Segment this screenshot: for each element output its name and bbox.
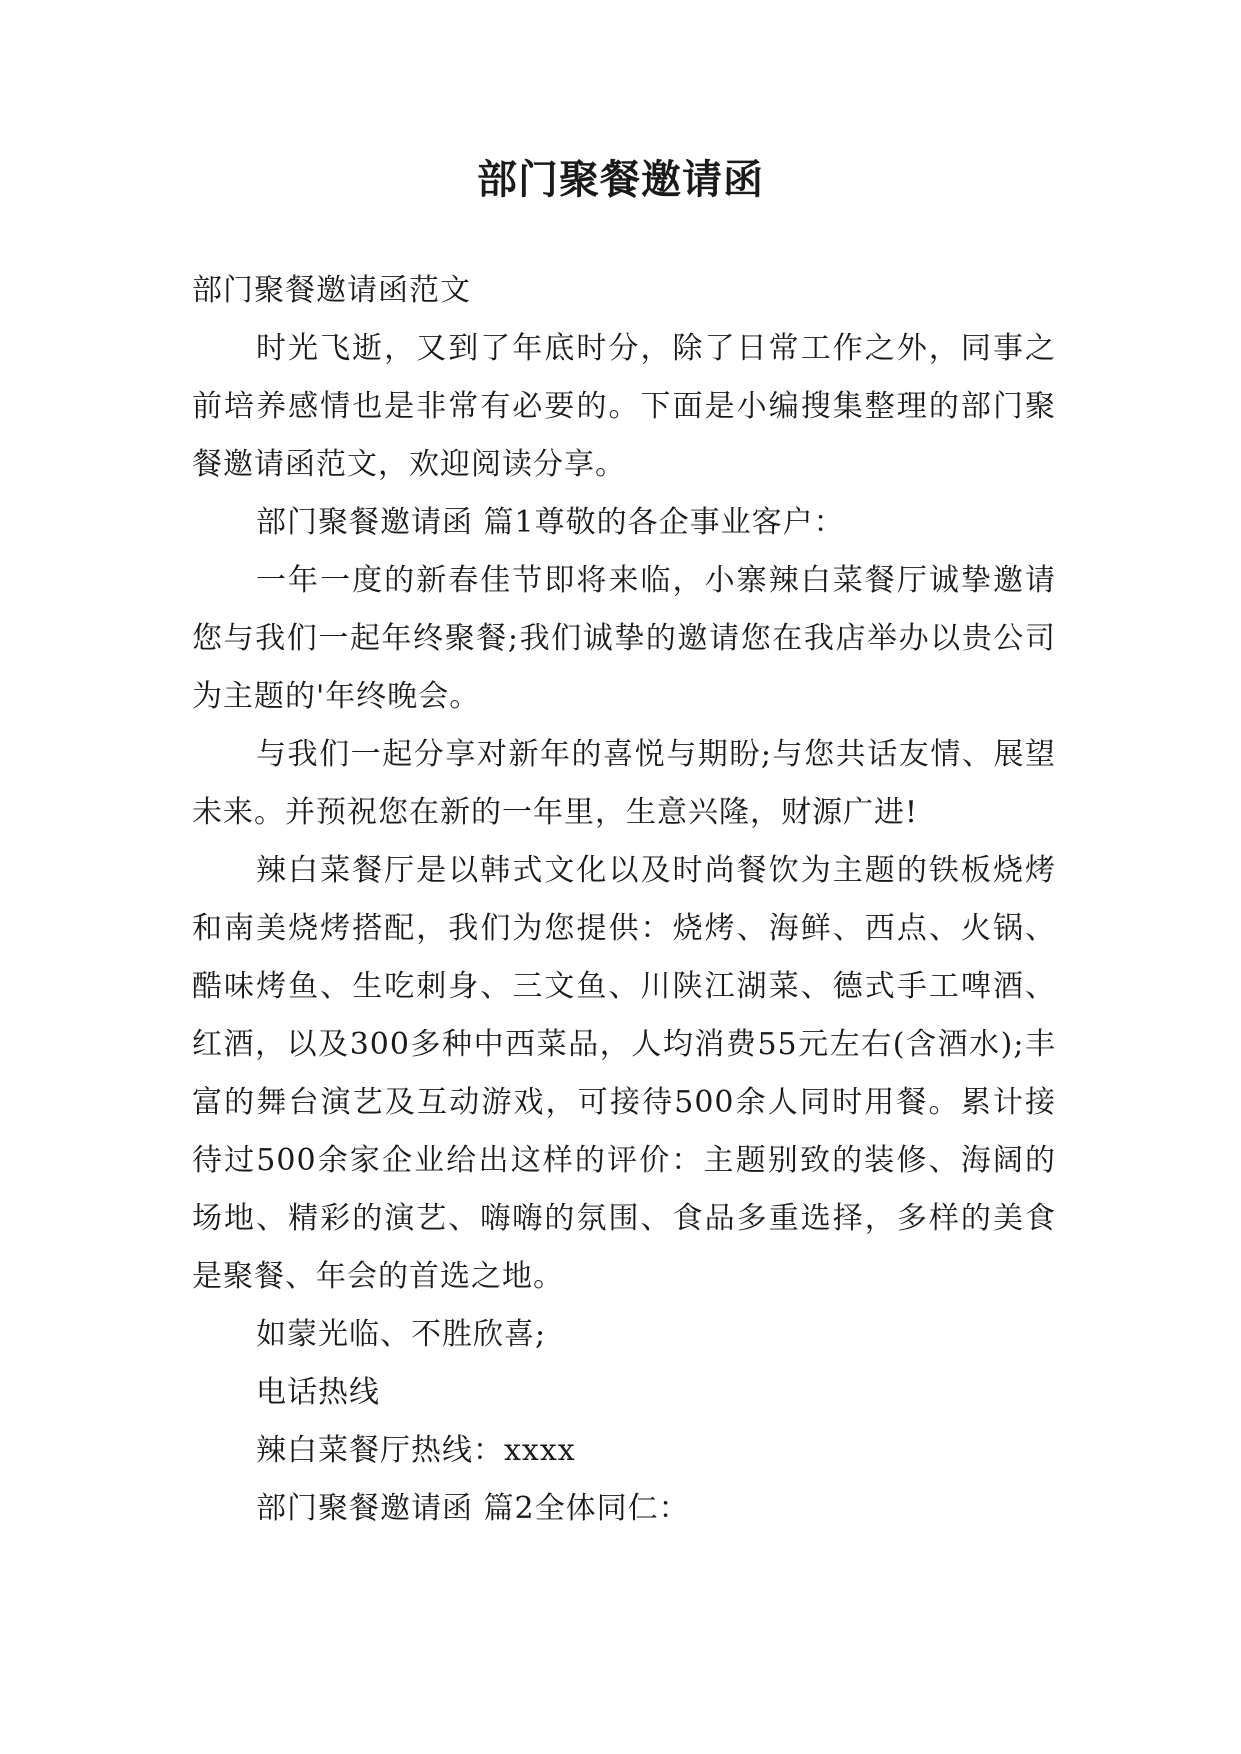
document-body [192, 262, 1056, 1538]
letter-1-heading: 部门聚餐邀请函 篇1尊敬的各企事业客户： [256, 505, 845, 540]
hotline-label: 电话热线 [256, 1375, 380, 1410]
letter-2-heading: 部门聚餐邀请函 篇2全体同仁： [256, 1491, 690, 1526]
document-title: 部门聚餐邀请函 [477, 157, 764, 203]
invitation-paragraph: 一年一度的新春佳节即将来临，小寨辣白菜餐厅诚挚邀请您与我们一起年终聚餐;我们诚挚的邀请您在我店举办以贵公司为主题的'年终晚会。 [192, 563, 1056, 714]
closing-line: 如蒙光临、不胜欣喜; [256, 1317, 547, 1352]
restaurant-description-paragraph: 辣白菜餐厅是以韩式文化以及时尚餐饮为主题的铁板烧烤和南美烧烤搭配，我们为您提供：烧烤、海鲜、西点、火锅、酷味烤鱼、生吃刺身、三文鱼、川陕江湖菜、德式手工啤酒、红酒，以及300多种中西菜品，人均消费55元左右(含酒水);丰富的舞台演艺及互动游戏，可接待500余人同时用餐。累计接待过500余家企业给出这样的评价：主题别致的装修、海阔的场地、精彩的演艺、嗨嗨的氛围、食品多重选择，多样的美食是聚餐、年会的首选之地。 [192, 853, 1056, 1294]
hotline-number: 辣白菜餐厅热线：xxxx [256, 1433, 576, 1468]
document-subtitle: 部门聚餐邀请函范文 [192, 273, 471, 308]
intro-paragraph: 时光飞逝，又到了年底时分，除了日常工作之外，同事之前培养感情也是非常有必要的。下面是小编搜集整理的部门聚餐邀请函范文，欢迎阅读分享。 [192, 331, 1056, 482]
wishes-paragraph: 与我们一起分享对新年的喜悦与期盼;与您共话友情、展望未来。并预祝您在新的一年里，生意兴隆，财源广进! [192, 737, 1056, 830]
